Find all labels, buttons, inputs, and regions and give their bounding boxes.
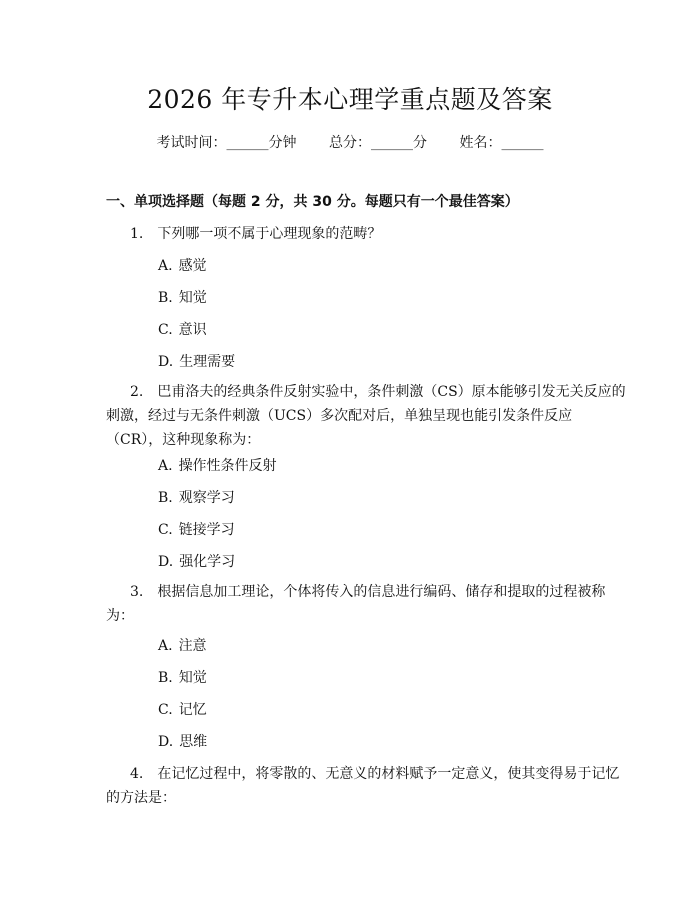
name-field (459, 132, 543, 152)
option-letter: D. (158, 354, 174, 370)
option-text: 生理需要 (179, 354, 236, 370)
question-text: 巴甫洛夫的经典条件反射实验中，条件刺激（CS）原本能够引发无关反应的刺激，经过与无条件刺激（UCS）多次配对后，单独呈现也能引发条件反应（CR），这种现象称为： (106, 384, 626, 448)
total-score-blank: ______ (371, 135, 413, 151)
option-text: 观察学习 (178, 490, 235, 506)
question-4 (106, 762, 626, 810)
option-text: 思维 (179, 734, 208, 750)
option-text: 注意 (178, 638, 207, 654)
option-3a (158, 636, 207, 656)
question-3 (106, 580, 626, 628)
option-text: 感觉 (178, 258, 207, 274)
name-blank: ______ (501, 135, 544, 151)
option-letter: A. (158, 458, 173, 474)
option-letter: C. (158, 522, 173, 538)
option-text: 知觉 (178, 290, 207, 306)
option-text: 知觉 (178, 670, 207, 686)
question-text: 下列哪一项不属于心理现象的范畴？ (157, 226, 382, 242)
option-text: 意识 (178, 322, 207, 338)
name-label: 姓名： (459, 135, 502, 151)
question-number: 4. (130, 766, 144, 782)
exam-time-label: 考试时间： (156, 135, 227, 151)
option-letter: B. (158, 490, 173, 506)
option-2b (158, 488, 235, 508)
option-letter: C. (158, 702, 173, 718)
question-text: 根据信息加工理论，个体将传入的信息进行编码、储存和提取的过程被称为： (106, 584, 606, 624)
page-title: 2026 年专升本心理学重点题及答案 (147, 85, 553, 114)
total-score-field (329, 132, 427, 152)
option-1b (158, 288, 207, 308)
option-text: 链接学习 (178, 522, 235, 538)
exam-time-unit: 分钟 (268, 135, 297, 151)
option-letter: B. (158, 290, 173, 306)
question-number: 1. (130, 226, 144, 242)
question-number: 3. (130, 584, 144, 600)
option-text: 强化学习 (179, 554, 236, 570)
question-text: 在记忆过程中，将零散的、无意义的材料赋予一定意义，使其变得易于记忆的方法是： (106, 766, 620, 806)
total-score-unit: 分 (413, 135, 427, 151)
exam-time-blank: ______ (226, 135, 269, 151)
question-2 (106, 380, 626, 452)
option-1d (158, 352, 235, 372)
option-letter: D. (158, 734, 174, 750)
option-1c (158, 320, 207, 340)
exam-info (0, 132, 700, 152)
question-1 (106, 222, 626, 246)
option-3b (158, 668, 207, 688)
option-3c (158, 700, 207, 720)
option-letter: D. (158, 554, 174, 570)
option-text: 记忆 (178, 702, 207, 718)
option-letter: B. (158, 670, 173, 686)
option-1a (158, 256, 207, 276)
option-text: 操作性条件反射 (178, 458, 277, 474)
option-2d (158, 552, 235, 572)
option-letter: A. (158, 638, 173, 654)
section-heading: 一、单项选择题（每题 2 分，共 30 分。每题只有一个最佳答案） (106, 194, 519, 210)
option-2c (158, 520, 235, 540)
option-2a (158, 456, 277, 476)
option-letter: C. (158, 322, 173, 338)
exam-time-field (157, 132, 297, 152)
option-letter: A. (158, 258, 173, 274)
question-number: 2. (130, 384, 144, 400)
option-3d (158, 732, 207, 752)
total-score-label: 总分： (329, 135, 371, 151)
